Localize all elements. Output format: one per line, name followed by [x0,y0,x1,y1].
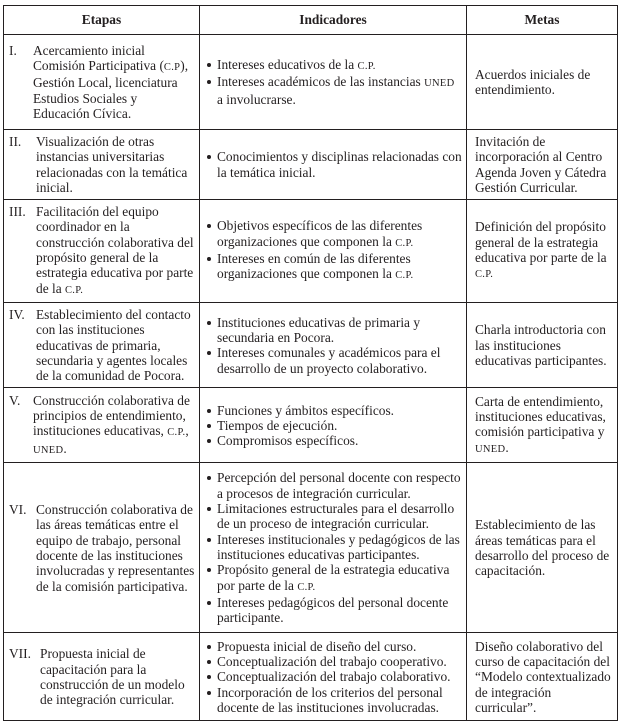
stage-description: Construcción colaborativa de las áreas temáticas entre el equipo de trabajo, personal docente de las instituciones involucradas y representantes de la comisión participativa. [36,502,195,594]
indicator-list [206,218,462,283]
indicator-list [206,149,462,180]
stage-numeral: I. [9,42,17,58]
meta-cell: Charla introductoria con las instituciones educativas participantes. [467,302,618,387]
indicator-item: Conceptualización del trabajo colaborativo. [206,669,462,684]
meta-cell: Invitación de incorporación al Centro Agenda Joven y Cátedra Gestión Curricular. [467,130,618,200]
stage-numeral: VI. [9,502,27,518]
etapa-cell [4,633,200,721]
table-row [4,463,618,633]
indicadores-cell [200,463,467,633]
meta-cell: Acuerdos iniciales de entendimiento. [467,35,618,130]
meta-cell: Diseño colaborativo del curso de capacitación del “Modelo contextualizado de integración curricular”. [467,633,618,721]
indicator-item: Percepción del personal docente con respecto a procesos de integración curricular. [206,470,462,501]
stage-description: Establecimiento del contacto con las instituciones educativas de primaria, secundaria y agentes locales de la comunidad de Pocora. [36,306,191,384]
etapa-cell [4,463,200,633]
indicadores-cell [200,388,467,463]
header-metas: Metas [467,6,618,35]
etapa-cell [4,200,200,303]
meta-cell: Establecimiento de las áreas temáticas para el desarrollo del proceso de capacitación. [467,463,618,633]
indicator-item: Propuesta inicial de diseño del curso. [206,639,462,654]
indicator-item: Instituciones educativas de primaria y secundaria en Pocora. [206,315,462,346]
header-etapas: Etapas [4,6,200,35]
indicator-item: Compromisos específicos. [206,433,462,448]
indicator-item: Intereses comunales y académicos para el desarrollo de un proyecto colaborativo. [206,345,462,376]
table-row [4,302,618,387]
indicator-item: Funciones y ámbitos específicos. [206,403,462,418]
indicadores-cell [200,302,467,387]
etapa-cell [4,302,200,387]
meta-cell: Definición del propósito general de la estrategia educativa por parte de la C.P. [467,200,618,303]
indicator-item: Intereses educativos de la C.P. [206,57,462,74]
indicator-list [206,403,462,449]
indicator-item: Intereses académicos de las instancias UNED a involucrarse. [206,74,462,107]
etapa-cell [4,388,200,463]
header-indicadores: Indicadores [200,6,467,35]
indicator-item: Incorporación de los criterios del personal docente de las instituciones involucradas. [206,685,462,716]
stage-description: Facilitación del equipo coordinador en la construcción colaborativa del propósito general de la estrategia educativa por parte de la C.P. [36,204,194,296]
stage-numeral: II. [9,134,22,149]
etapa-cell [4,130,200,200]
table-row [4,388,618,463]
indicator-list [206,470,462,625]
indicator-item: Intereses en común de las diferentes organizaciones que componen la C.P. [206,251,462,284]
stage-description: Construcción colaborativa de principios de entendimiento, instituciones educativas, C.P., UNED. [33,392,190,456]
stage-description: Visualización de otras instancias universitarias relacionadas con la temática inicial. [36,134,188,195]
stages-table [3,5,618,721]
stage-numeral: V. [9,392,21,408]
header-row [4,6,618,35]
indicator-item: Conceptualización del trabajo cooperativo. [206,654,462,669]
indicator-item: Propósito general de la estrategia educativa por parte de la C.P. [206,562,462,595]
stage-description: Propuesta inicial de capacitación para la construcción de un modelo de integración curricular. [40,646,185,708]
indicadores-cell [200,633,467,721]
indicator-item: Conocimientos y disciplinas relacionadas con la temática inicial. [206,149,462,180]
indicadores-cell [200,35,467,130]
indicadores-cell [200,130,467,200]
indicator-item: Objetivos específicos de las diferentes organizaciones que componen la C.P. [206,218,462,251]
indicator-list [206,315,462,376]
indicadores-cell [200,200,467,303]
indicator-list [206,57,462,107]
indicator-item: Tiempos de ejecución. [206,418,462,433]
table-row [4,130,618,200]
indicator-item: Limitaciones estructurales para el desarrollo de un proceso de integración curricular. [206,501,462,532]
etapa-cell [4,35,200,130]
indicator-item: Intereses pedagógicos del personal docente participante. [206,595,462,626]
stage-description: Acercamiento inicial Comisión Participativa (C.P), Gestión Local, licenciatura Estudios Sociales y Educación Cívica. [33,42,189,121]
indicator-list [206,639,462,715]
stage-numeral: III. [9,204,26,220]
stage-numeral: IV. [9,306,25,322]
table-row [4,633,618,721]
meta-cell: Carta de entendimiento, instituciones educativas, comisión participativa y UNED. [467,388,618,463]
table-row [4,35,618,130]
table-row [4,200,618,303]
indicator-item: Intereses institucionales y pedagógicos de las instituciones educativas participantes. [206,532,462,563]
stage-numeral: VII. [9,646,31,662]
